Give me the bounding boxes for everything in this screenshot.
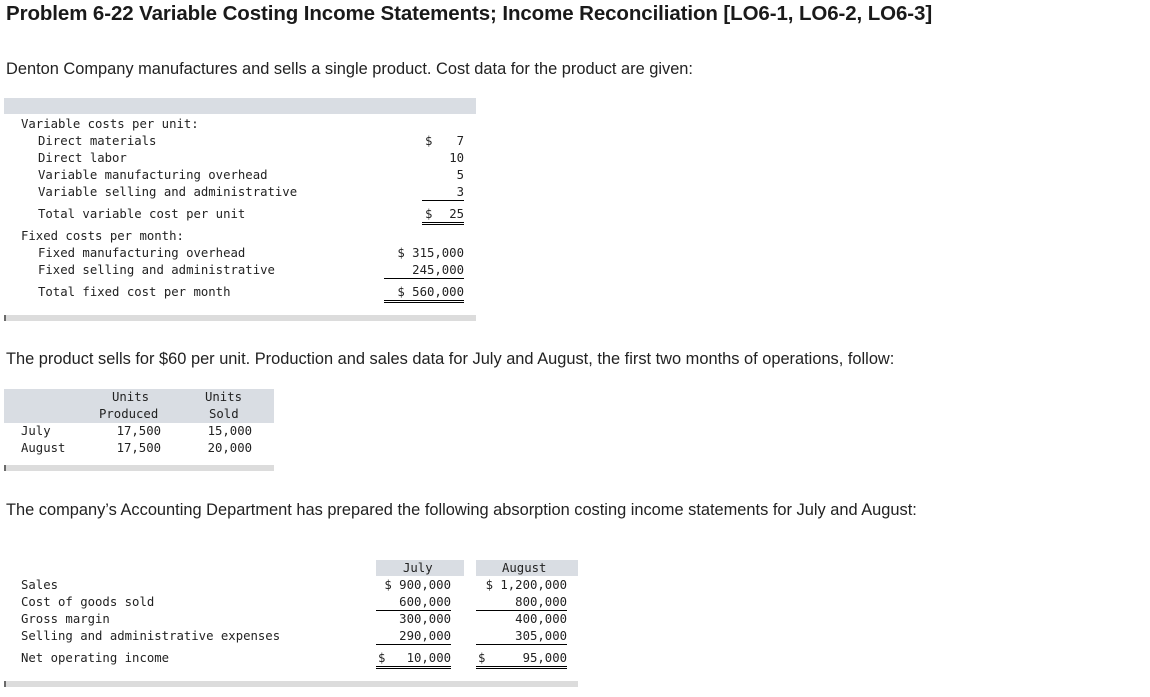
sales-july: $ 900,000	[384, 578, 451, 592]
table-header-band	[4, 98, 476, 114]
total-fixed-value: $ 560,000	[384, 284, 464, 303]
absorption-paragraph: The company’s Accounting Department has prepared the following absorption costing income statements for July and August:	[6, 501, 917, 519]
cogs-label: Cost of goods sold	[21, 595, 155, 609]
august-units-sold: 20,000	[207, 441, 252, 455]
total-variable-label: Total variable cost per unit	[38, 207, 246, 221]
july-units-produced: 17,500	[116, 424, 161, 438]
table-footer-edge	[4, 681, 6, 687]
income-statement-table	[4, 560, 578, 690]
var-sga-value: 3	[422, 184, 464, 201]
fixed-mfg-overhead-label: Fixed manufacturing overhead	[38, 246, 246, 260]
var-mfg-overhead-value: 5	[456, 168, 464, 182]
gross-margin-august: 400,000	[515, 612, 567, 626]
net-operating-income-july: 10,000	[376, 650, 451, 669]
gross-margin-label: Gross margin	[21, 612, 110, 626]
dollar-sign: $	[378, 651, 386, 665]
table-footer-edge	[4, 315, 6, 321]
problem-title: Problem 6-22 Variable Costing Income Statements; Income Reconciliation [LO6-1, LO6-2, LO6-3]	[6, 2, 933, 25]
column-header-july: July	[403, 561, 433, 575]
table-footer-bar	[4, 681, 578, 687]
row-month-july: July	[21, 424, 51, 438]
sales-august: $ 1,200,000	[485, 578, 567, 592]
production-sales-table	[4, 389, 274, 473]
var-mfg-overhead-label: Variable manufacturing overhead	[38, 168, 268, 182]
units-sold-header-line2: Sold	[209, 407, 239, 421]
dollar-sign: $	[425, 134, 433, 148]
cost-data-table	[4, 98, 476, 322]
sales-label: Sales	[21, 578, 59, 592]
intro-paragraph: Denton Company manufactures and sells a single product. Cost data for the product are given:	[6, 60, 693, 78]
fixed-sga-value: 245,000	[384, 262, 464, 279]
sga-expenses-august: 305,000	[476, 628, 567, 645]
total-variable-value: 25	[422, 206, 464, 225]
units-sold-header-line1: Units	[205, 390, 243, 404]
july-units-sold: 15,000	[207, 424, 252, 438]
direct-labor-value: 10	[449, 151, 464, 165]
fixed-mfg-overhead-value: $ 315,000	[397, 246, 464, 260]
dollar-sign: $	[478, 651, 486, 665]
direct-materials-label: Direct materials	[38, 134, 157, 148]
sga-expenses-july: 290,000	[376, 628, 451, 645]
august-units-produced: 17,500	[116, 441, 161, 455]
cogs-august: 800,000	[476, 594, 567, 611]
direct-labor-label: Direct labor	[38, 151, 127, 165]
net-operating-income-august: 95,000	[476, 650, 567, 669]
dollar-sign: $	[425, 207, 433, 221]
row-month-august: August	[21, 441, 66, 455]
variable-costs-header: Variable costs per unit:	[21, 117, 199, 131]
units-produced-header-line2: Produced	[99, 407, 159, 421]
gross-margin-july: 300,000	[399, 612, 451, 626]
cogs-july: 600,000	[376, 594, 451, 611]
price-paragraph: The product sells for $60 per unit. Production and sales data for July and August, the first two months of operations, follow:	[6, 350, 895, 368]
var-sga-label: Variable selling and administrative	[38, 185, 298, 199]
sga-expenses-label: Selling and administrative expenses	[21, 629, 281, 643]
table-footer-bar	[4, 465, 274, 471]
table-footer-edge	[4, 465, 6, 471]
fixed-sga-label: Fixed selling and administrative	[38, 263, 275, 277]
net-operating-income-label: Net operating income	[21, 651, 170, 665]
units-produced-header-line1: Units	[112, 390, 150, 404]
total-fixed-label: Total fixed cost per month	[38, 285, 231, 299]
table-footer-bar	[4, 315, 476, 321]
direct-materials-value: 7	[456, 134, 464, 148]
column-header-august: August	[502, 561, 547, 575]
fixed-costs-header: Fixed costs per month:	[21, 229, 184, 243]
